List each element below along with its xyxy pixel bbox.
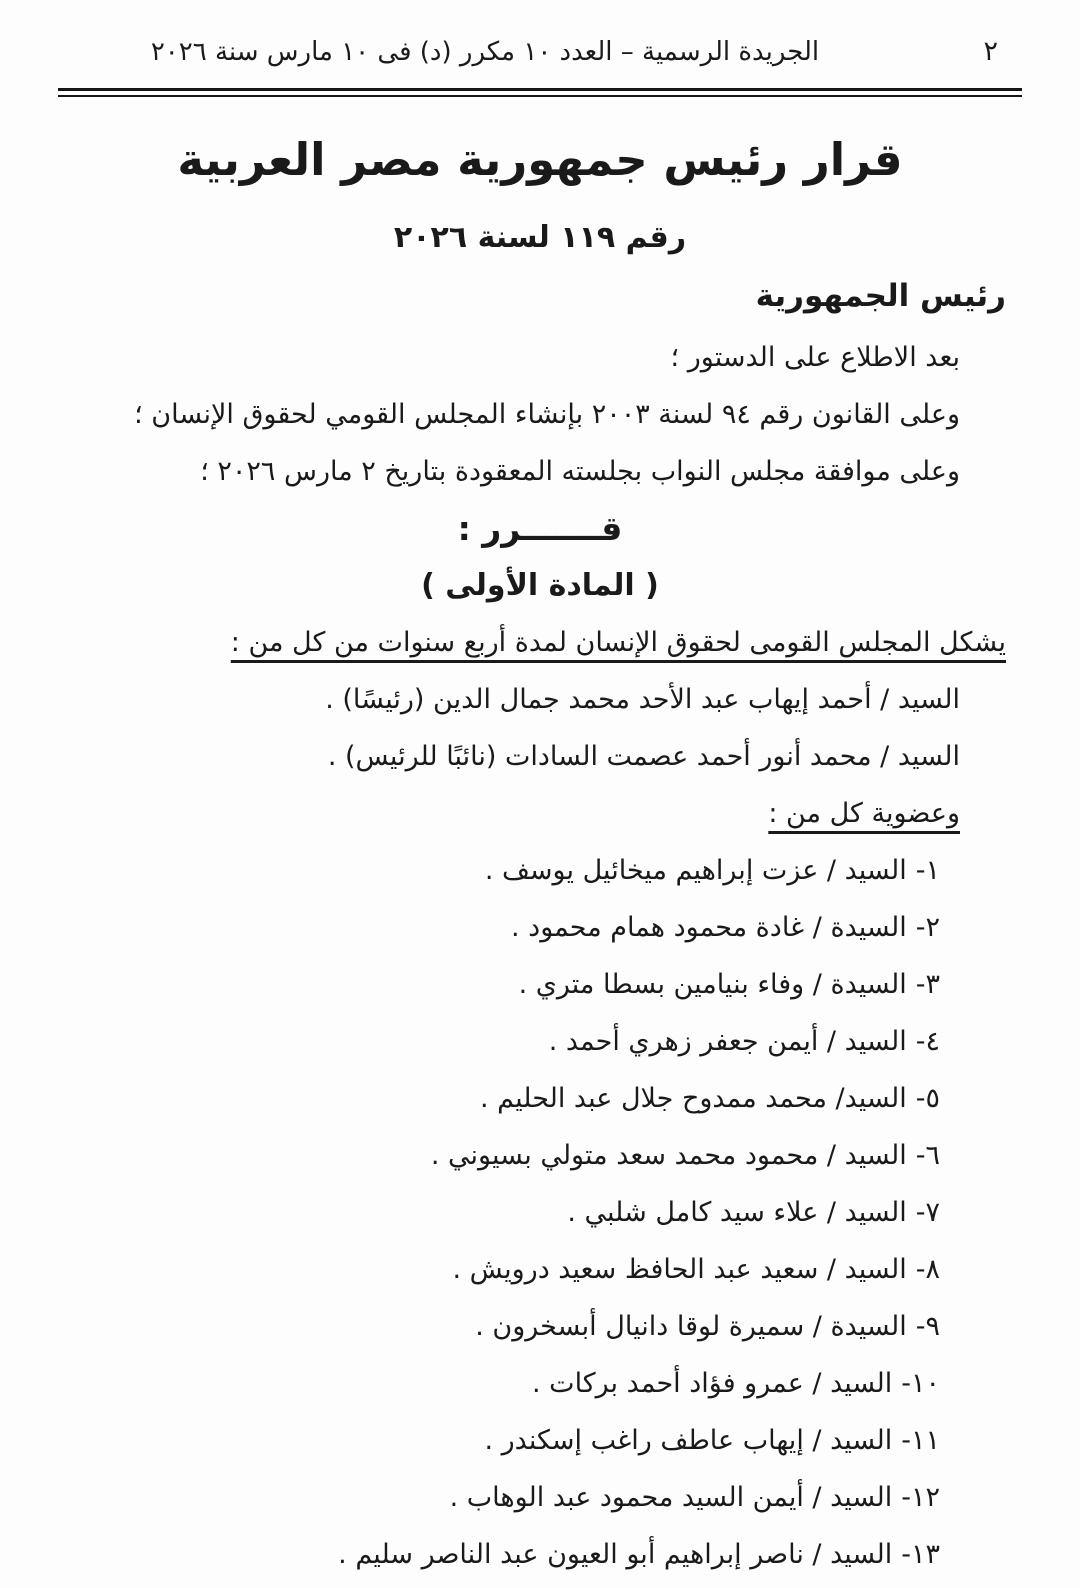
running-head-row (0, 0, 1080, 70)
member-row (0, 1013, 1080, 1070)
member-number: ٥- (915, 1083, 940, 1114)
member-number: ١٠- (901, 1368, 940, 1399)
vice-chairman-line: السيد / محمد أنور أحمد عصمت السادات (نائبًا للرئيس) . (327, 741, 960, 772)
member-number: ٩- (915, 1311, 940, 1342)
member-name: السيد / علاء سيد كامل شلبي . (567, 1197, 907, 1228)
member-number: ٧- (915, 1197, 940, 1228)
decree-number-line: رقم ١١٩ لسنة ٢٠٢٦ (393, 220, 687, 255)
member-number: ٢- (915, 912, 940, 943)
member-number: ١١- (901, 1425, 940, 1456)
formation-clause-row (0, 614, 1080, 671)
member-row (0, 1469, 1080, 1526)
member-name: السيد/ محمد ممدوح جلال عبد الحليم . (479, 1083, 907, 1114)
member-row (0, 1412, 1080, 1469)
member-number: ٤- (915, 1026, 940, 1057)
member-row (0, 1355, 1080, 1412)
member-row (0, 1070, 1080, 1127)
member-name: السيدة / غادة محمود همام محمود . (511, 912, 907, 943)
member-name: السيد / أيمن جعفر زهري أحمد . (548, 1026, 907, 1057)
header-divider-rule (58, 88, 1022, 97)
member-number: ٨- (915, 1254, 940, 1285)
member-name: السيد / ناصر إبراهيم أبو العيون عبد الناصر سليم . (338, 1539, 893, 1570)
article-one-heading: ( المادة الأولى ) (421, 568, 659, 603)
member-name: السيدة / وفاء بنيامين بسطا متري . (518, 969, 907, 1000)
preamble-line: وعلى القانون رقم ٩٤ لسنة ٢٠٠٣ بإنشاء المجلس القومي لحقوق الإنسان ؛ (134, 399, 960, 430)
member-row (0, 956, 1080, 1013)
member-row (0, 1127, 1080, 1184)
preamble-line: وعلى موافقة مجلس النواب بجلسته المعقودة بتاريخ ٢ مارس ٢٠٢٦ ؛ (200, 456, 960, 487)
member-number: ١٢- (901, 1482, 940, 1513)
member-row (0, 1184, 1080, 1241)
member-row (0, 1298, 1080, 1355)
member-row (0, 1526, 1080, 1583)
page-number: ٢ (983, 36, 998, 67)
formation-clause: يشكل المجلس القومى لحقوق الإنسان لمدة أربع سنوات من كل من : (230, 627, 1006, 658)
member-name: السيد / محمود محمد سعد متولي بسيوني . (430, 1140, 907, 1171)
decree-title: قرار رئيس جمهورية مصر العربية (177, 133, 903, 186)
member-number: ٣- (915, 969, 940, 1000)
authority-heading: رئيس الجمهورية (755, 278, 1006, 314)
member-name: السيد / إيهاب عاطف راغب إسكندر . (484, 1425, 893, 1456)
member-name: السيدة / سميرة لوقا دانيال أبسخرون . (475, 1311, 907, 1342)
member-row (0, 1241, 1080, 1298)
member-number: ١٣- (901, 1539, 940, 1570)
member-name: السيد / أيمن السيد محمود عبد الوهاب . (449, 1482, 893, 1513)
chairman-line: السيد / أحمد إيهاب عبد الأحد محمد جمال الدين (رئيسًا) . (325, 684, 960, 715)
member-row (0, 899, 1080, 956)
gazette-issue-title: الجريدة الرسمية – العدد ١٠ مكرر (د) فى ١٠ مارس سنة ٢٠٢٦ (150, 37, 820, 67)
member-name: السيد / عزت إبراهيم ميخائيل يوسف . (484, 855, 907, 886)
member-row (0, 842, 1080, 899)
member-number: ٦- (915, 1140, 940, 1171)
membership-label: وعضوية كل من : (768, 798, 960, 829)
decided-label: قـــــــرر : (457, 509, 623, 548)
member-number: ١- (915, 855, 940, 886)
member-name: السيد / سعيد عبد الحافظ سعيد درويش . (452, 1254, 907, 1285)
member-name: السيد / عمرو فؤاد أحمد بركات . (532, 1368, 893, 1399)
membership-label-row (0, 785, 1080, 842)
preamble-line: بعد الاطلاع على الدستور ؛ (670, 342, 960, 373)
